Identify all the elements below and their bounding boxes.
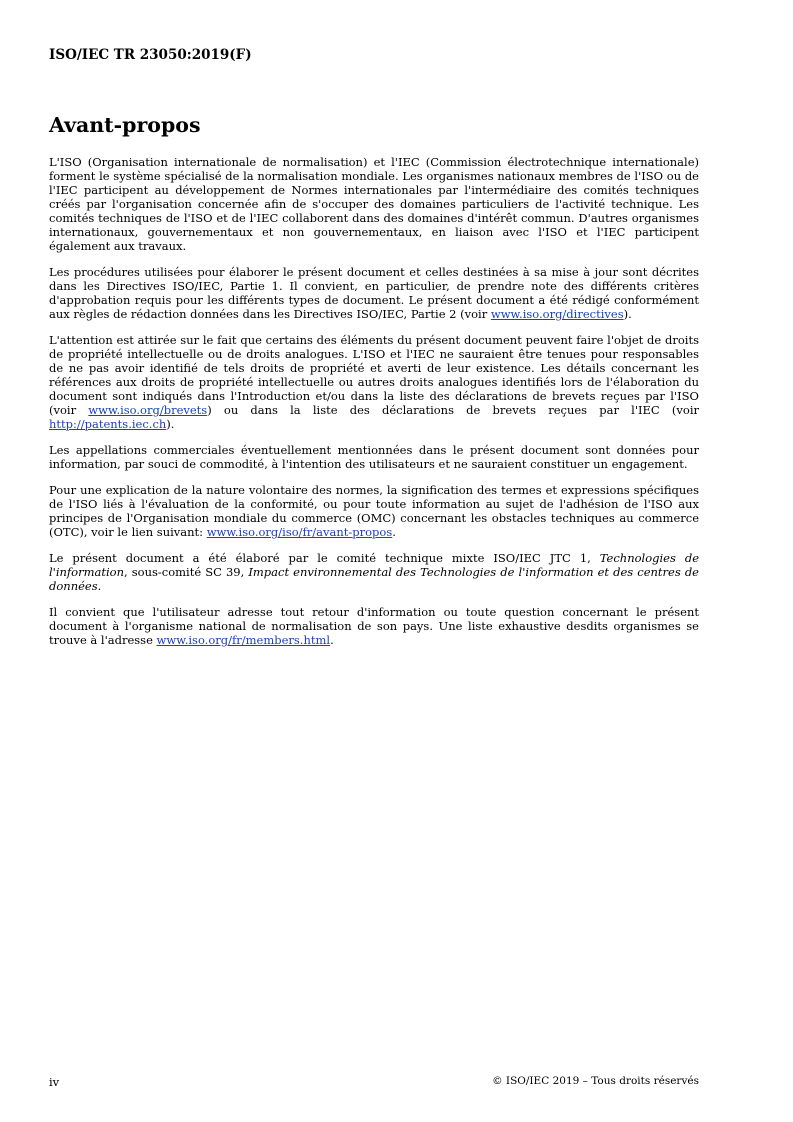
committee-title: Technologies de l'information [49, 551, 700, 579]
paragraph-7-end: . [330, 633, 334, 647]
paragraph-3 [49, 333, 699, 431]
paragraph-6-text-a: Le présent document a été élaboré par le comité technique mixte ISO/IEC JTC 1, [49, 551, 600, 565]
page-number: iv [49, 1075, 60, 1089]
paragraph-6-text-b: , sous-comité SC 39, [124, 565, 249, 579]
members-link[interactable]: www.iso.org/fr/members.html [156, 633, 331, 647]
brevets-link[interactable]: www.iso.org/brevets [88, 403, 208, 417]
paragraph-2-end: ). [623, 307, 632, 321]
paragraph-5-text: Pour une explication de la nature volontaire des normes, la signification des termes et expressions spécifiques de l'ISO liés à l'évaluation de la conformité, ou pour toute information au sujet de l'adhésion de l'ISO aux principes de l'Organisation mondiale du commerce (OMC) concernant les obstacles techniques au commerce (OTC), voir le lien suivant: [49, 483, 699, 539]
paragraph-3-text: L'attention est attirée sur le fait que certains des éléments du présent document peuvent faire l'objet de droits de propriété intellectuelle ou de droits analogues. L'ISO et l'IEC ne sauraient être tenues pour responsables de ne pas avoir identifié de tels droits de propriété et averti de leur existence. Les détails concernant les références aux droits de propriété intellectuelle ou autres droits analogues identifiés lors de l'élaboration du document sont indiqués dans l'Introduction et/ou dans la liste des déclarations de brevets reçues par l'ISO (voir [49, 333, 699, 417]
patents-iec-link[interactable]: http://patents.iec.ch [49, 417, 167, 431]
paragraph-7 [49, 605, 699, 647]
directives-link[interactable]: www.iso.org/directives [490, 307, 624, 321]
copyright-notice: © ISO/IEC 2019 – Tous droits réservés [492, 1075, 699, 1087]
paragraph-3-end: ). [166, 417, 175, 431]
paragraph-5-end: . [392, 525, 396, 539]
paragraph-6-end: . [97, 579, 102, 593]
document-id: ISO/IEC TR 23050:2019(F) [49, 47, 252, 63]
paragraph-6 [49, 551, 699, 593]
subcommittee-title: Impact environnemental des Technologies de l'information et des centres de données [49, 565, 699, 593]
body-text [49, 155, 699, 659]
avant-propos-link[interactable]: www.iso.org/iso/fr/avant-propos [206, 525, 393, 539]
paragraph-1: L'ISO (Organisation internationale de normalisation) et l'IEC (Commission électrotechnique internationale) forment le système spécialisé de la normalisation mondiale. Les organismes nationaux membres de l'ISO ou de l'IEC participent au développement de Normes internationales par l'intermédiaire des comités techniques créés par l'organisation concernée afin de s'occuper des domaines particuliers de l'activité technique. Les comités techniques de l'ISO et de l'IEC collaborent dans des domaines d'intérêt commun. D'autres organismes internationaux, gouvernementaux et non gouvernementaux, en liaison avec l'ISO et l'IEC participent également aux travaux. [49, 155, 699, 253]
paragraph-4: Les appellations commerciales éventuellement mentionnées dans le présent document sont données pour information, par souci de commodité, à l'intention des utilisateurs et ne sauraient constituer un engagement. [49, 443, 699, 471]
page-title: Avant-propos [49, 113, 201, 137]
paragraph-2 [49, 265, 699, 321]
paragraph-2-text: Les procédures utilisées pour élaborer le présent document et celles destinées à sa mise à jour sont décrites dans les Directives ISO/IEC, Partie 1. Il convient, en particulier, de prendre note des différents critères d'approbation requis pour les différents types de document. Le présent document a été rédigé conformément aux règles de rédaction données dans les Directives ISO/IEC, Partie 2 (voir [49, 265, 699, 321]
paragraph-5 [49, 483, 699, 539]
paragraph-3-mid: ) ou dans la liste des déclarations de brevets reçues par l'IEC (voir [207, 403, 699, 417]
paragraph-7-text: Il convient que l'utilisateur adresse tout retour d'information ou toute question concernant le présent document à l'organisme national de normalisation de son pays. Une liste exhaustive desdits organismes se trouve à l'adresse [49, 605, 699, 647]
